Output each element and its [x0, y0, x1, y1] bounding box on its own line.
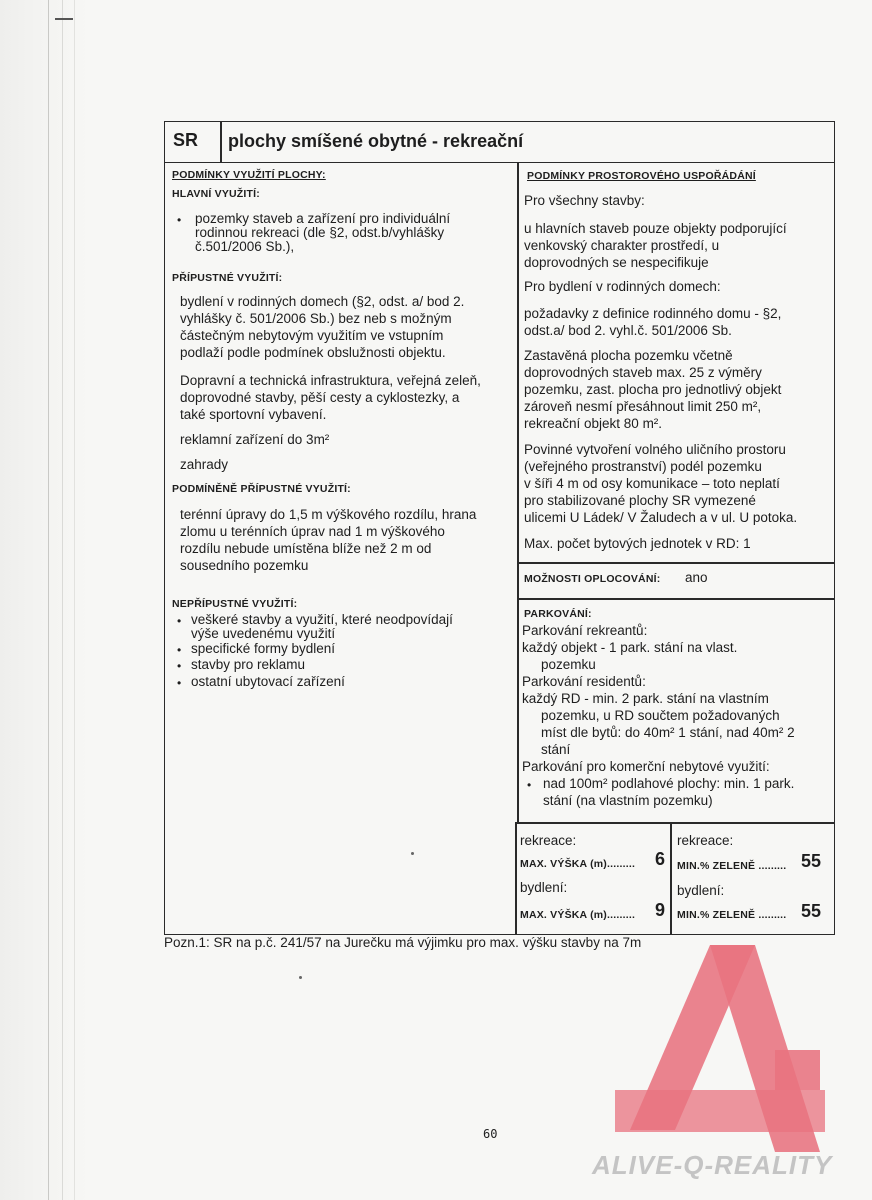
conditional-use-label: PODMÍNĚNĚ PŘÍPUSTNÉ VYUŽITÍ:	[172, 483, 351, 495]
scan-shadow	[0, 0, 90, 1200]
parking-line: každý objekt - 1 park. stání na vlast.	[522, 640, 738, 655]
spatial-line: (veřejného prostranství) podél pozemku	[524, 459, 762, 474]
spatial-line: ulicemi U Ládek/ V Žaludech a v ul. U potoka.	[524, 510, 798, 525]
permitted-use-label: PŘÍPUSTNÉ VYUŽITÍ:	[172, 272, 283, 284]
max-height-housing: 9	[655, 900, 666, 920]
scan-mark	[55, 18, 73, 20]
main-use-label: HLAVNÍ VYUŽITÍ:	[172, 188, 260, 200]
main-use-line: rodinnou rekreaci (dle §2, odst.b/vyhlášky	[195, 225, 445, 240]
bullet-icon: •	[177, 643, 182, 657]
spatial-line: pozemku, zast. plocha pro jednotlivý objekt	[524, 382, 782, 397]
fencing-label: MOŽNOSTI OPLOCOVÁNÍ:	[524, 573, 661, 585]
spatial-line: pro stabilizované plochy SR vymezené	[524, 493, 756, 508]
conditional-line: sousedního pozemku	[180, 558, 309, 573]
scan-speck	[299, 976, 302, 979]
zone-title: plochy smíšené obytné - rekreační	[228, 131, 524, 151]
spatial-line: u hlavních staveb pouze objekty podporující	[524, 221, 787, 236]
permitted-line: částečným nebytovým využitím ve vstupním	[180, 328, 444, 343]
scan-edge	[74, 0, 75, 1200]
table-header	[165, 122, 834, 163]
page-number: 60	[483, 1127, 498, 1141]
bullet-icon: •	[177, 676, 182, 690]
spatial-line: odst.a/ bod 2. vyhl.č. 501/2006 Sb.	[524, 323, 732, 338]
permitted-line: doprovodné stavby, pěší cesty a cyklostezky, a	[180, 390, 460, 405]
watermark-text: ALIVE-Q-REALITY	[592, 1150, 833, 1180]
parking-line: stání (na vlastním pozemku)	[543, 793, 713, 808]
spatial-line: rekreační objekt 80 m².	[524, 416, 663, 431]
housing-label: bydlení:	[677, 883, 725, 898]
permitted-line: vyhlášky č. 501/2006 Sb.) bez neb s možným	[180, 311, 452, 326]
parking-line: nad 100m² podlahové plochy: min. 1 park.	[543, 776, 795, 791]
spatial-line: Povinné vytvoření volného uličního prostoru	[524, 442, 786, 457]
conditional-line: terénní úpravy do 1,5 m výškového rozdílu, hrana	[180, 507, 477, 522]
parking-line: míst dle bytů: do 40m² 1 stání, nad 40m² 2	[541, 725, 795, 740]
recreation-label: rekreace:	[677, 833, 734, 848]
spatial-line: Zastavěná plocha pozemku včetně	[524, 348, 733, 363]
scan-edge	[62, 0, 63, 1200]
max-height-label: MAX. VÝŠKA (m).........	[520, 858, 636, 870]
bullet-icon: •	[527, 778, 532, 792]
prohibited-line: ostatní ubytovací zařízení	[191, 674, 345, 689]
parking-line: stání	[541, 742, 571, 757]
prohibited-line: veškeré stavby a využití, které neodpovídají	[191, 612, 453, 627]
prohibited-use-label: NEPŘÍPUSTNÉ VYUŽITÍ:	[172, 598, 298, 610]
parking-line: Parkování rekreantů:	[522, 623, 648, 638]
permitted-line: reklamní zařízení do 3m²	[180, 432, 330, 447]
prohibited-line: specifické formy bydlení	[191, 641, 336, 656]
conditional-line: rozdílu nebude umístěna blíže než 2 m od	[180, 541, 432, 556]
permitted-line: podlaží podle podmínek obslužnosti objektu.	[180, 345, 446, 360]
left-heading: PODMÍNKY VYUŽITÍ PLOCHY:	[172, 169, 326, 181]
min-green-label: MIN.% ZELENĚ .........	[677, 909, 787, 921]
min-green-housing: 55	[801, 901, 822, 921]
spatial-line: Pro bydlení v rodinných domech:	[524, 279, 721, 294]
right-heading: PODMÍNKY PROSTOROVÉHO USPOŘÁDÁNÍ	[527, 170, 756, 182]
regulation-table	[164, 121, 835, 935]
main-use-line: pozemky staveb a zařízení pro individuální	[195, 211, 451, 226]
max-height-label: MAX. VÝŠKA (m).........	[520, 909, 636, 921]
spatial-line: doprovodných staveb max. 25 z výměry	[524, 365, 762, 380]
fencing-value: ano	[685, 570, 708, 585]
spatial-line: zároveň nesmí přesáhnout limit 250 m²,	[524, 399, 762, 414]
permitted-line: bydlení v rodinných domech (§2, odst. a/ bod 2.	[180, 294, 465, 309]
spatial-line: Max. počet bytových jednotek v RD: 1	[524, 536, 751, 551]
parking-line: Parkování pro komerční nebytové využití:	[522, 759, 770, 774]
spatial-line: Pro všechny stavby:	[524, 193, 645, 208]
conditional-line: zlomu u terénních úprav nad 1 m výškového	[180, 524, 445, 539]
spatial-line: venkovský charakter prostředí, u	[524, 238, 720, 253]
zone-code: SR	[173, 130, 199, 150]
parking-line: pozemku	[541, 657, 596, 672]
bullet-icon: •	[177, 213, 182, 227]
parking-line: Parkování residentů:	[522, 674, 646, 689]
footnote: Pozn.1: SR na p.č. 241/57 na Jurečku má výjimku pro max. výšku stavby na 7m	[164, 935, 642, 950]
spatial-line: doprovodných se nespecifikuje	[524, 255, 709, 270]
parking-line: každý RD - min. 2 park. stání na vlastním	[522, 691, 769, 706]
min-green-label: MIN.% ZELENĚ .........	[677, 860, 787, 872]
permitted-line: také sportovní vybavení.	[180, 407, 327, 422]
prohibited-line: stavby pro reklamu	[191, 657, 306, 672]
recreation-label: rekreace:	[520, 833, 577, 848]
bullet-icon: •	[177, 614, 182, 628]
permitted-line: Dopravní a technická infrastruktura, veřejná zeleň,	[180, 373, 481, 388]
permitted-line: zahrady	[180, 457, 229, 472]
scan-edge	[48, 0, 49, 1200]
parking-label: PARKOVÁNÍ:	[524, 608, 592, 620]
housing-label: bydlení:	[520, 880, 568, 895]
parking-line: pozemku, u RD součtem požadovaných	[541, 708, 780, 723]
scan-speck	[411, 852, 414, 855]
min-green-recreation: 55	[801, 851, 822, 871]
max-height-recreation: 6	[655, 849, 666, 869]
spatial-line: v šíři 4 m od osy komunikace – toto neplatí	[524, 476, 780, 491]
spatial-line: požadavky z definice rodinného domu - §2,	[524, 306, 782, 321]
main-use-line: č.501/2006 Sb.),	[195, 239, 295, 254]
watermark-logo-icon	[615, 940, 825, 1155]
bullet-icon: •	[177, 659, 182, 673]
prohibited-line: výše uvedenému využití	[191, 626, 336, 641]
